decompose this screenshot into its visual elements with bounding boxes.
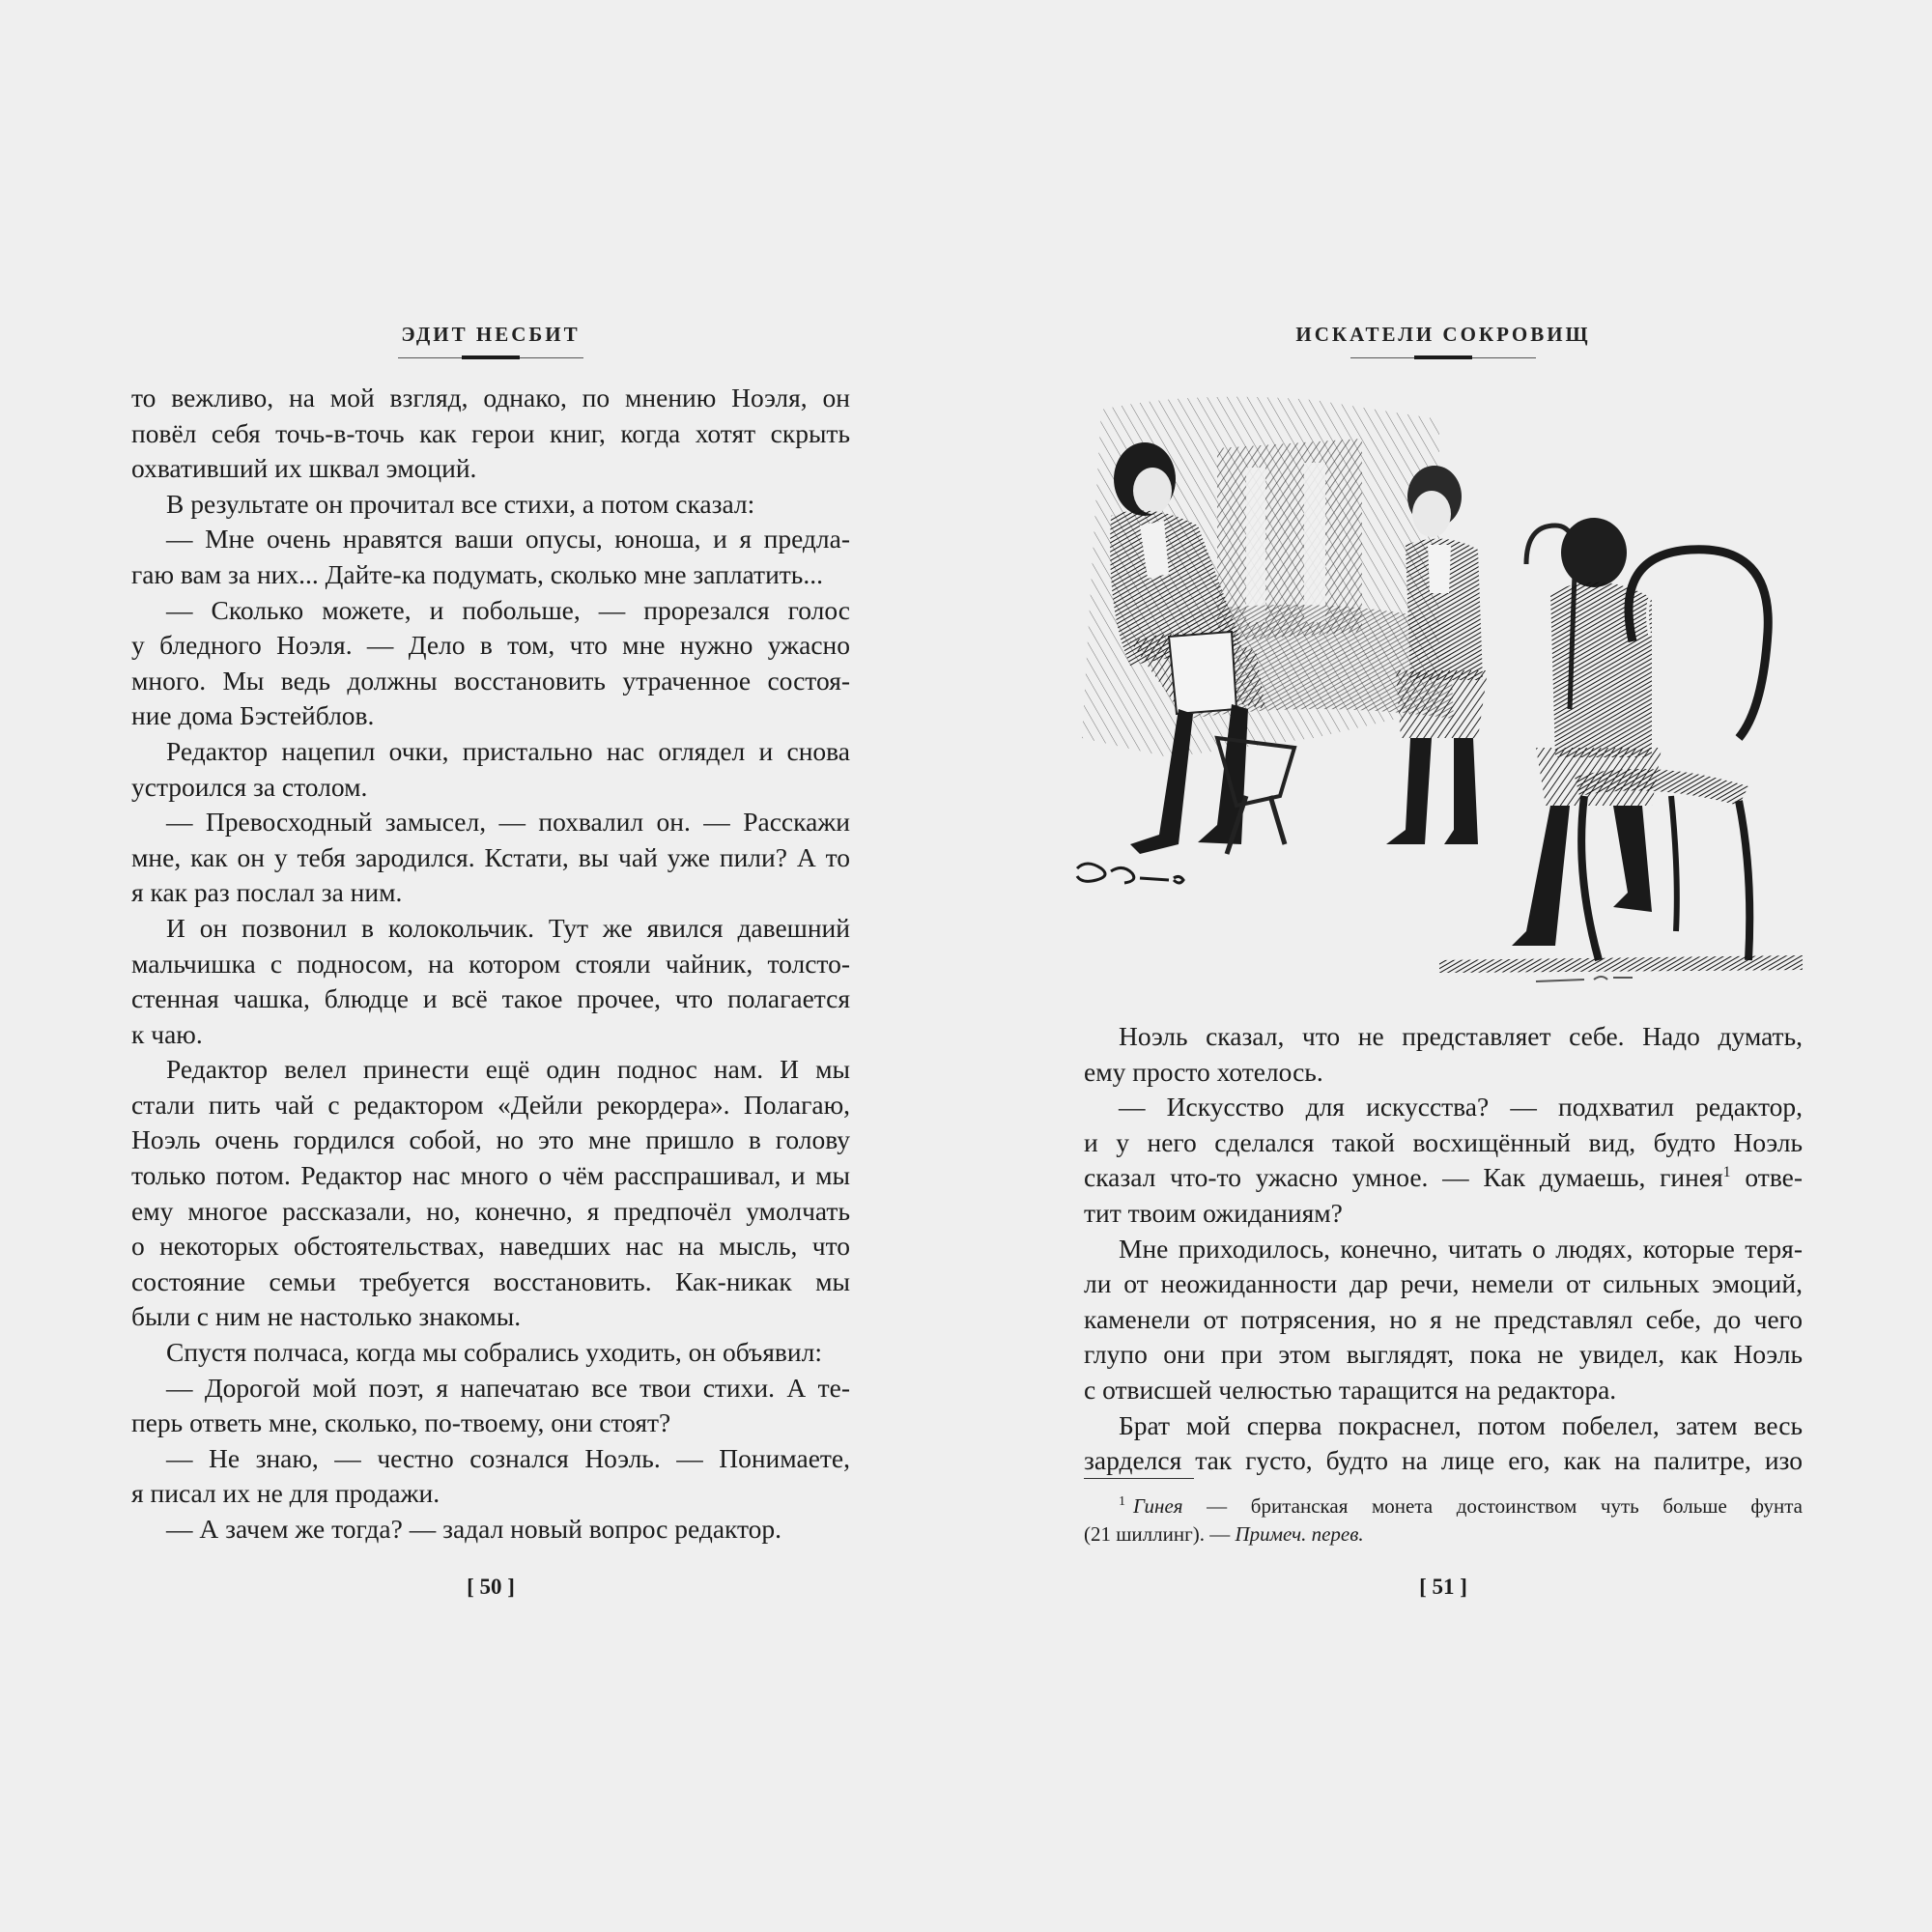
text-line: каменели от потрясения, но я не представлял себе, до чего [1084,1303,1803,1334]
footnote-line-1 [1084,1488,1803,1520]
footnote-term: Гинея [1133,1494,1183,1518]
text-line: повёл себя точь-в-точь как герои книг, когда хотят скрыть [131,417,850,448]
text-line: перь ответь мне, сколько, по-твоему, они стоят? [131,1407,671,1438]
text-line: И он позвонил в колокольчик. Тут же явился давешний [166,912,850,943]
footnote-reference: 1 [1722,1164,1731,1181]
page-number-left: [ 50 ] [467,1575,515,1599]
text-line: тит твоим ожиданиям? [1084,1197,1343,1228]
text-line: — Превосходный замысел, — похвалил он. — Расскажи [166,807,850,838]
footnote-mark: 1 [1119,1494,1125,1509]
left-body-text [131,381,850,1548]
footnote [1084,1488,1803,1548]
text-line: о некоторых обстоятельствах, наведших нас на мысль, что [131,1231,850,1262]
text-line: и у него сделался такой восхищённый вид, будто Ноэль [1084,1126,1803,1157]
footnote-rule [1084,1478,1194,1479]
text-line: Ноэль сказал, что не представляет себе. Надо думать, [1119,1021,1803,1051]
running-head-title: ИСКАТЕЛИ СОКРОВИЩ [1295,323,1591,346]
text-line: Редактор нацепил очки, пристально нас оглядел и снова [166,735,850,766]
running-head-author: ЭДИТ НЕСБИТ [401,323,581,346]
boy1-trousers [1396,670,1488,738]
text-line: зарделся так густо, будто на лице его, как на палитре, изо [1084,1445,1803,1476]
text-line: только потом. Редактор нас много о чём расспрашивал, и мы [131,1160,850,1191]
text-line: много. Мы ведь должны восстановить утраченное состоя- [131,665,850,696]
text-line: — А зачем же тогда? — задал новый вопрос редактор. [166,1514,782,1544]
text-line: гаю вам за них... Дайте-ка подумать, сколько мне заплатить... [131,558,823,589]
text-line: с отвисшей челюстью таращится на редактора. [1084,1374,1617,1405]
text-line: ли от неожиданности дар речи, немели от сильных эмоций, [1084,1268,1803,1299]
artist-signature [1536,977,1633,981]
text-line: глупо они при этом выглядят, пока не увидел, как Ноэль [1084,1339,1803,1370]
floor-shadow [1439,955,1803,973]
engraving-illustration-icon [1072,390,1803,1001]
text-line: — Мне очень нравятся ваши опусы, юноша, и я предла- [166,524,850,554]
text-line: ние дома Бэстейблов. [131,700,375,731]
footnote-line-2 [1084,1520,1803,1548]
text-line: — Дорогой мой поэт, я напечатаю все твои стихи. А те- [166,1372,850,1403]
text-line: — Искусство для искусства? — подхватил редактор, [1119,1092,1803,1122]
text-line: мальчишка с подносом, на котором стояли чайник, толсто- [131,948,850,979]
editor-papers [1169,632,1236,714]
text-line: то вежливо, на мой взгляд, однако, по мнению Ноэля, он [131,383,850,412]
text-line: охвативший их шквал эмоций. [131,453,477,484]
text-line: Редактор велел принести ещё один поднос нам. И мы [166,1054,850,1085]
left-page [131,0,850,1932]
footnote-text: — британская монета достоинством чуть больше фунта [1182,1494,1803,1518]
text-line: В результате он прочитал все стихи, а потом сказал: [166,488,755,519]
text-line: состояние семьи требуется восстановить. Как-никак мы [131,1265,850,1296]
text-line: я писал их не для продажи. [131,1478,440,1509]
text-line: — Не знаю, — честно сознался Ноэль. — Понимаете, [166,1442,850,1473]
text-line: устроился за столом. [131,771,368,802]
boy2-jacket [1550,582,1652,757]
text-line: стенная чашка, блюдце и всё такое прочее, что полагается [131,983,850,1014]
text-line: Брат мой сперва покраснел, потом побелел, затем весь [1119,1409,1803,1440]
text-line: мне, как он у тебя зародился. Кстати, вы чай уже пили? А то [131,841,850,872]
right-body-text [1084,1019,1803,1479]
right-page [1084,0,1803,1932]
text-line: Ноэль очень гордился собой, но это мне пришло в голову [131,1124,850,1155]
page-number-right: [ 51 ] [1419,1575,1467,1599]
text-line: ему многое рассказали, но, конечно, я предпочёл умолчать [131,1195,850,1226]
text-line: стали пить чай с редактором «Дейли рекордера». Полагаю, [131,1089,850,1120]
head-rule-center [1414,355,1472,359]
text-line: Мне приходилось, конечно, читать о людях, которые теря- [1119,1233,1803,1264]
footnote-text: (21 шиллинг). — [1084,1522,1236,1546]
text-line: Спустя полчаса, когда мы собрались уходить, он объявил: [166,1337,822,1368]
footnote-source: Примеч. перев. [1235,1522,1364,1546]
boy2-hair [1561,518,1627,587]
text-line: были с ним не настолько знакомы. [131,1301,522,1332]
text-line: сказал что-то ужасно умное. — Как думаешь, гинея$^1$ отве- [1084,1162,1804,1193]
text-line: ему просто хотелось. [1084,1056,1323,1087]
text-line: — Сколько можете, и побольше, — прорезался голос [166,594,850,625]
artist-monogram [1077,864,1183,883]
text-line: у бледного Ноэля. — Дело в том, что мне нужно ужасно [131,630,850,661]
head-rule-center [462,355,520,359]
text-line: к чаю. [131,1018,203,1049]
text-line: я как раз послал за ним. [131,877,403,908]
